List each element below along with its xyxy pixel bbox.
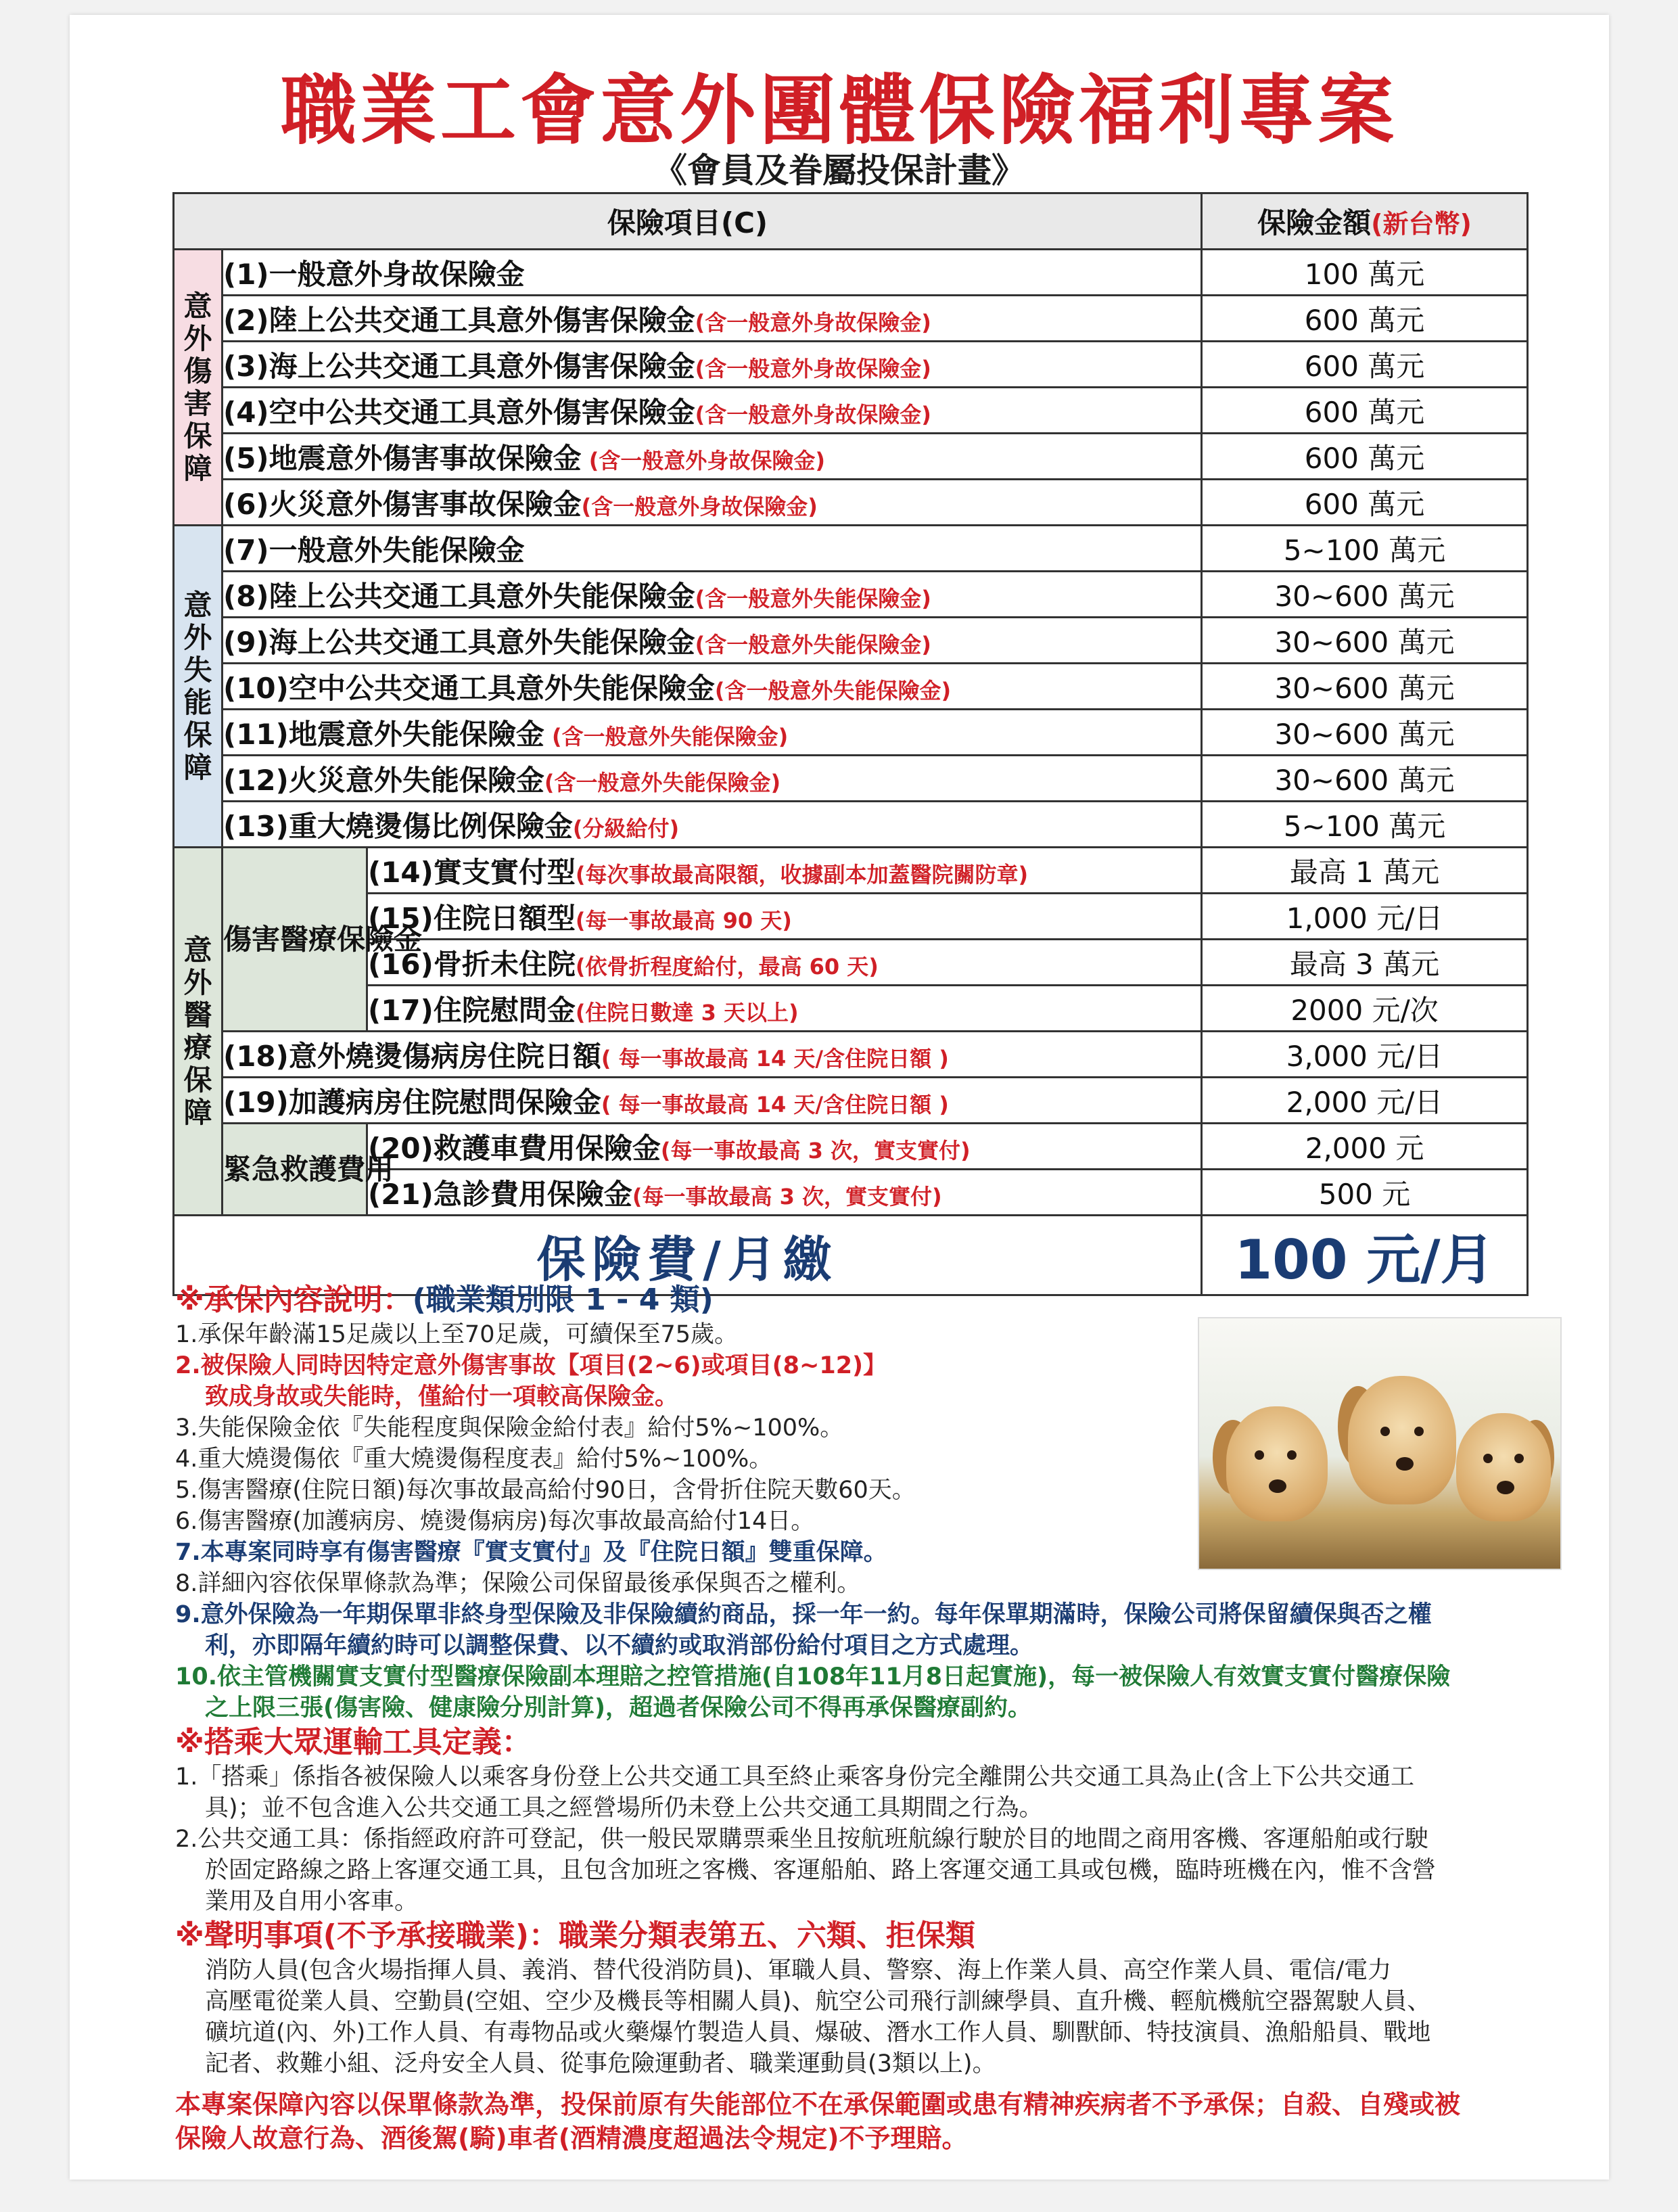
item-cell: [367, 848, 1202, 894]
item-name: (16)骨折未住院: [368, 947, 576, 981]
note-line: 2.被保險人同時因特定意外傷害事故【項目(2~6)或項目(8~12)】: [175, 1352, 887, 1379]
puppies-photo: [1198, 1317, 1562, 1570]
amount-cell: 600 萬元: [1202, 342, 1528, 388]
note-line: 利，亦即隔年續約時可以調整保費、以不續約或取消部份給付項目之方式處理。: [205, 1632, 1034, 1659]
table-row: [174, 434, 1528, 480]
table-row: [174, 848, 1528, 894]
item-name: (8)陸上公共交通工具意外失能保險金: [223, 579, 695, 613]
table-row: [174, 296, 1528, 342]
item-name: (18)意外燒燙傷病房住院日額: [223, 1039, 601, 1073]
amount-cell: 最高 3 萬元: [1202, 940, 1528, 986]
amount-cell: 1,000 元/日: [1202, 894, 1528, 940]
note-line: 8.詳細內容依保單條款為準；保險公司保留最後承保與否之權利。: [175, 1570, 861, 1597]
amount-cell: 5~100 萬元: [1202, 526, 1528, 572]
table-row: [174, 710, 1528, 756]
item-cell: [223, 1032, 1202, 1078]
item-name: (17)住院慰問金: [368, 993, 576, 1027]
note-line: 記者、救難小組、泛舟安全人員、從事危險運動者、職業運動員(3類以上)。: [205, 2050, 996, 2077]
amount-cell: 2,000 元/日: [1202, 1078, 1528, 1124]
item-note: (每一事故最高 3 次，實支實付): [632, 1183, 942, 1209]
amount-cell: 600 萬元: [1202, 296, 1528, 342]
item-name: (1)一般意外身故保險金: [223, 257, 525, 291]
table-row: [174, 664, 1528, 710]
table-row: [174, 1124, 1528, 1170]
note-line: 業用及自用小客車。: [205, 1888, 419, 1915]
item-cell: [223, 480, 1202, 526]
note-line: 礦坑道(內、外)工作人員、有毒物品或火藥爆竹製造人員、爆破、潛水工作人員、馴獸師、特技演員、漁船船員、戰地: [205, 2019, 1431, 2046]
item-note: (含一般意外失能保險金): [544, 723, 789, 750]
table-row: [174, 894, 1528, 940]
subgroup-injury-medical: 傷害醫療保險金: [223, 848, 367, 1032]
insurance-table: [172, 192, 1529, 1296]
note-line: 具)；並不包含進入公共交通工具之經營場所仍未登上公共交通工具期間之行為。: [205, 1795, 1043, 1822]
exclusion-list: [175, 1955, 1528, 2079]
item-cell: [367, 940, 1202, 986]
item-name: (14)實支實付型: [368, 855, 576, 889]
item-name: (21)急診費用保險金: [368, 1177, 632, 1211]
item-name: (3)海上公共交通工具意外傷害保險金: [223, 349, 695, 383]
amount-cell: 600 萬元: [1202, 388, 1528, 434]
category-accident-disability: 意外失能保障: [174, 526, 223, 848]
amount-cell: 30~600 萬元: [1202, 618, 1528, 664]
item-note: (含一般意外失能保險金): [695, 585, 931, 612]
item-cell: [223, 250, 1202, 296]
item-note: (每次事故最高限額，收據副本加蓋醫院關防章): [575, 861, 1029, 888]
subgroup-emergency: 緊急救護費用: [223, 1124, 367, 1216]
page-subtitle: 《會員及眷屬投保計畫》: [653, 151, 1025, 190]
amount-cell: 30~600 萬元: [1202, 756, 1528, 802]
item-note: (含一般意外失能保險金): [695, 631, 931, 658]
table-row: [174, 572, 1528, 618]
item-cell: [223, 388, 1202, 434]
item-name: (20)救護車費用保險金: [368, 1131, 661, 1165]
item-cell: [223, 572, 1202, 618]
item-name: (6)火災意外傷害事故保險金: [223, 487, 582, 521]
footer-disclaimer: [175, 2088, 1528, 2155]
item-cell: [367, 894, 1202, 940]
table-row: [174, 1032, 1528, 1078]
note-line: 3.失能保險金依『失能程度與保險金給付表』給付5%~100%。: [175, 1414, 844, 1442]
item-note: (含一般意外身故保險金): [581, 447, 826, 474]
note-line: 4.重大燒燙傷依『重大燒燙傷程度表』給付5%~100%。: [175, 1446, 773, 1473]
item-cell: [367, 1170, 1202, 1216]
amount-cell: 600 萬元: [1202, 480, 1528, 526]
item-note: ( 每一事故最高 14 天/含住院日額 ): [601, 1091, 949, 1117]
amount-cell: 3,000 元/日: [1202, 1032, 1528, 1078]
header-unit: (新台幣): [1371, 209, 1472, 239]
table-row: [174, 618, 1528, 664]
note-line: 高壓電從業人員、空勤員(空姐、空少及機長等相關人員)、航空公司飛行訓練學員、直升機、輕航機航空器駕駛人員、: [205, 1988, 1431, 2015]
item-name: (5)地震意外傷害事故保險金: [223, 441, 582, 475]
note-line: 保險人故意行為、酒後駕(騎)車者(酒精濃度超過法令規定)不予理賠。: [175, 2123, 968, 2153]
item-note: (含一般意外失能保險金): [714, 677, 952, 704]
amount-cell: 2,000 元: [1202, 1124, 1528, 1170]
item-cell: [223, 618, 1202, 664]
amount-cell: 100 萬元: [1202, 250, 1528, 296]
note-line: 9.意外保險為一年期保單非終身型保險及非保險續約商品，採一年一約。每年保單期滿時，保險公司將保留續保與否之權: [175, 1601, 1432, 1628]
amount-cell: 30~600 萬元: [1202, 572, 1528, 618]
note-line: 1.承保年齡滿15足歲以上至70足歲，可續保至75歲。: [175, 1321, 739, 1348]
item-cell: [367, 1124, 1202, 1170]
note-line: 10.依主管機關實支實付型醫療保險副本理賠之控管措施(自108年11月8日起實施)，每一被保險人有效實支實付醫療保險: [175, 1663, 1451, 1690]
premium-value: 100 元/月: [1202, 1216, 1528, 1295]
document-page: [70, 15, 1609, 2180]
table-row: [174, 342, 1528, 388]
item-cell: [223, 664, 1202, 710]
table-row: [174, 1170, 1528, 1216]
item-note: (每一事故最高 90 天): [575, 907, 792, 934]
coverage-heading: ※承保內容說明：(職業類別限 1 - 4 類): [175, 1283, 714, 1317]
exclusion-heading: ※聲明事項(不予承接職業)：職業分類表第五、六類、拒保類: [175, 1918, 975, 1953]
transport-list: [175, 1761, 1528, 1917]
item-name: (12)火災意外失能保險金: [223, 763, 544, 797]
item-cell: [223, 710, 1202, 756]
item-note: (含一般意外失能保險金): [544, 769, 781, 796]
note-line: 致成身故或失能時，僅給付一項較高保險金。: [205, 1383, 679, 1410]
table-row: [174, 940, 1528, 986]
item-note: (分級給付): [572, 815, 680, 842]
amount-cell: 30~600 萬元: [1202, 664, 1528, 710]
transport-heading: ※搭乘大眾運輸工具定義：: [175, 1725, 532, 1759]
item-note: ( 每一事故最高 14 天/含住院日額 ): [601, 1045, 949, 1072]
item-name: (4)空中公共交通工具意外傷害保險金: [223, 395, 695, 429]
item-note: (含一般意外身故保險金): [695, 401, 931, 428]
item-cell: [223, 342, 1202, 388]
note-line: 6.傷害醫療(加護病房、燒燙傷病房)每次事故最高給付14日。: [175, 1508, 815, 1535]
item-note: (住院日數達 3 天以上): [575, 999, 799, 1026]
item-note: (依骨折程度給付，最高 60 天): [575, 953, 879, 980]
item-note: (每一事故最高 3 次，實支實付): [660, 1137, 971, 1163]
note-line: 2.公共交通工具：係指經政府許可登記，供一般民眾購票乘坐且按航班航線行駛於目的地間之商用客機、客運船舶或行駛: [175, 1826, 1429, 1853]
table-row: [174, 986, 1528, 1032]
item-cell: [223, 756, 1202, 802]
note-line: 於固定路線之路上客運交通工具，且包含加班之客機、客運船舶、路上客運交通工具或包機，臨時班機在內，惟不含營: [205, 1857, 1437, 1884]
note-line: 1.「搭乘」係指各被保險人以乘客身份登上公共交通工具至終止乘客身份完全離開公共交通工具為止(含上下公共交通工: [175, 1764, 1415, 1791]
table-row: [174, 1078, 1528, 1124]
note-line: 之上限三張(傷害險、健康險分別計算)，超過者保險公司不得再承保醫療副約。: [205, 1695, 1031, 1722]
page-title: 職業工會意外團體保險福利專案: [281, 67, 1398, 155]
item-name: (7)一般意外失能保險金: [223, 533, 525, 567]
table-header-row: [174, 193, 1528, 250]
item-cell: [223, 434, 1202, 480]
note-line: 5.傷害醫療(住院日額)每次事故最高給付90日，含骨折住院天數60天。: [175, 1477, 916, 1504]
note-line: 7.本專案同時享有傷害醫療『實支實付』及『住院日額』雙重保障。: [175, 1539, 887, 1566]
category-accident-medical: 意外醫療保障: [174, 848, 223, 1216]
amount-cell: 30~600 萬元: [1202, 710, 1528, 756]
table-row: [174, 802, 1528, 848]
amount-cell: 最高 1 萬元: [1202, 848, 1528, 894]
category-accident-injury: 意外傷害保障: [174, 250, 223, 526]
item-cell: [223, 296, 1202, 342]
amount-cell: 5~100 萬元: [1202, 802, 1528, 848]
item-note: (含一般意外身故保險金): [581, 493, 818, 520]
item-name: (15)住院日額型: [368, 901, 576, 935]
item-name: (10)空中公共交通工具意外失能保險金: [223, 671, 715, 705]
amount-cell: 2000 元/次: [1202, 986, 1528, 1032]
table-row: [174, 526, 1528, 572]
note-line: 本專案保障內容以保單條款為準，投保前原有失能部位不在承保範圍或患有精神疾病者不予承保；自殺、自殘或被: [175, 2090, 1461, 2119]
item-cell: [223, 1078, 1202, 1124]
header-amount: 保險金額(新台幣): [1202, 193, 1528, 250]
premium-label: 保險費/月繳: [174, 1216, 1202, 1295]
header-item: 保險項目(C): [174, 193, 1202, 250]
amount-cell: 500 元: [1202, 1170, 1528, 1216]
table-row: [174, 480, 1528, 526]
item-name: (19)加護病房住院慰問保險金: [223, 1085, 601, 1119]
item-cell: [223, 526, 1202, 572]
item-name: (11)地震意外失能保險金: [223, 717, 544, 751]
item-name: (9)海上公共交通工具意外失能保險金: [223, 625, 695, 659]
table-row: [174, 388, 1528, 434]
item-name: (2)陸上公共交通工具意外傷害保險金: [223, 303, 695, 337]
table-row: [174, 756, 1528, 802]
item-cell: [223, 802, 1202, 848]
item-name: (13)重大燒燙傷比例保險金: [223, 809, 573, 843]
amount-cell: 600 萬元: [1202, 434, 1528, 480]
note-line: 消防人員(包含火場指揮人員、義消、替代役消防員)、軍職人員、警察、海上作業人員、高空作業人員、電信/電力: [205, 1957, 1392, 1984]
item-cell: [367, 986, 1202, 1032]
table-row: [174, 250, 1528, 296]
item-note: (含一般意外身故保險金): [695, 355, 931, 382]
item-note: (含一般意外身故保險金): [695, 309, 931, 336]
